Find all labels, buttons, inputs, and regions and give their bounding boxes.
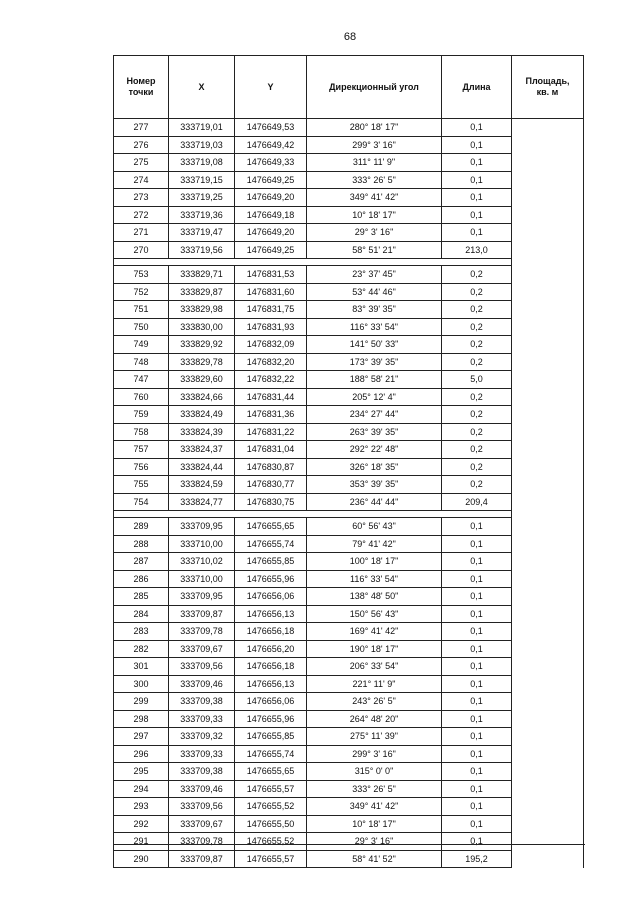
bearing-cell: 53° 44' 46" bbox=[307, 283, 442, 301]
bearing-cell: 353° 39' 35" bbox=[307, 476, 442, 494]
length-cell: 0,1 bbox=[442, 189, 512, 207]
x-cell: 333829,71 bbox=[169, 266, 235, 284]
x-cell: 333719,15 bbox=[169, 171, 235, 189]
x-cell: 333709,38 bbox=[169, 763, 235, 781]
point-number-cell: 298 bbox=[114, 710, 169, 728]
point-number-cell: 274 bbox=[114, 171, 169, 189]
bearing-cell: 10° 18' 17" bbox=[307, 815, 442, 833]
y-cell: 1476832,20 bbox=[235, 353, 307, 371]
point-number-cell: 750 bbox=[114, 318, 169, 336]
point-number-cell: 270 bbox=[114, 241, 169, 259]
x-cell: 333709,46 bbox=[169, 780, 235, 798]
length-cell: 0,1 bbox=[442, 623, 512, 641]
y-cell: 1476655,52 bbox=[235, 798, 307, 816]
y-cell: 1476831,04 bbox=[235, 441, 307, 459]
page-number: 68 bbox=[343, 31, 357, 43]
length-cell: 0,1 bbox=[442, 570, 512, 588]
x-cell: 333824,39 bbox=[169, 423, 235, 441]
bearing-cell: 10° 18' 17" bbox=[307, 206, 442, 224]
length-cell: 0,1 bbox=[442, 171, 512, 189]
bearing-cell: 205° 12' 4" bbox=[307, 388, 442, 406]
y-cell: 1476655,96 bbox=[235, 570, 307, 588]
length-cell: 0,1 bbox=[442, 136, 512, 154]
x-cell: 333709,78 bbox=[169, 833, 235, 851]
point-number-cell: 299 bbox=[114, 693, 169, 711]
bearing-cell: 311° 11' 9" bbox=[307, 154, 442, 172]
length-cell: 0,1 bbox=[442, 815, 512, 833]
x-cell: 333824,37 bbox=[169, 441, 235, 459]
length-cell: 0,2 bbox=[442, 283, 512, 301]
x-cell: 333709,56 bbox=[169, 658, 235, 676]
length-cell: 0,1 bbox=[442, 833, 512, 851]
point-number-cell: 287 bbox=[114, 553, 169, 571]
bearing-cell: 169° 41' 42" bbox=[307, 623, 442, 641]
x-cell: 333824,59 bbox=[169, 476, 235, 494]
bearing-cell: 264° 48' 20" bbox=[307, 710, 442, 728]
x-cell: 333709,87 bbox=[169, 605, 235, 623]
length-cell: 0,1 bbox=[442, 780, 512, 798]
point-number-cell: 301 bbox=[114, 658, 169, 676]
point-number-cell: 295 bbox=[114, 763, 169, 781]
table-body bbox=[114, 119, 584, 868]
bearing-cell: 236° 44' 44" bbox=[307, 493, 442, 511]
y-cell: 1476655,85 bbox=[235, 728, 307, 746]
length-cell: 0,1 bbox=[442, 728, 512, 746]
x-cell: 333829,92 bbox=[169, 336, 235, 354]
y-cell: 1476656,06 bbox=[235, 693, 307, 711]
y-cell: 1476831,93 bbox=[235, 318, 307, 336]
y-cell: 1476656,18 bbox=[235, 658, 307, 676]
bearing-cell: 29° 3' 16" bbox=[307, 224, 442, 242]
x-cell: 333709,87 bbox=[169, 850, 235, 868]
point-number-cell: 294 bbox=[114, 780, 169, 798]
y-cell: 1476655,57 bbox=[235, 850, 307, 868]
bearing-cell: 333° 26' 5" bbox=[307, 171, 442, 189]
bearing-cell: 23° 37' 45" bbox=[307, 266, 442, 284]
bearing-cell: 263° 39' 35" bbox=[307, 423, 442, 441]
bearing-cell: 275° 11' 39" bbox=[307, 728, 442, 746]
point-number-cell: 300 bbox=[114, 675, 169, 693]
point-number-cell: 285 bbox=[114, 588, 169, 606]
length-cell: 0,1 bbox=[442, 154, 512, 172]
y-cell: 1476649,25 bbox=[235, 241, 307, 259]
x-cell: 333719,03 bbox=[169, 136, 235, 154]
point-number-cell: 286 bbox=[114, 570, 169, 588]
point-number-cell: 749 bbox=[114, 336, 169, 354]
length-cell: 0,1 bbox=[442, 658, 512, 676]
y-cell: 1476655,74 bbox=[235, 535, 307, 553]
bearing-cell: 29° 3' 16" bbox=[307, 833, 442, 851]
y-cell: 1476832,09 bbox=[235, 336, 307, 354]
bearing-cell: 280° 18' 17" bbox=[307, 119, 442, 137]
length-cell: 5,0 bbox=[442, 371, 512, 389]
x-cell: 333709,67 bbox=[169, 640, 235, 658]
point-number-cell: 277 bbox=[114, 119, 169, 137]
length-cell: 0,1 bbox=[442, 119, 512, 137]
point-number-cell: 757 bbox=[114, 441, 169, 459]
length-cell: 0,1 bbox=[442, 535, 512, 553]
bearing-cell: 150° 56' 43" bbox=[307, 605, 442, 623]
bearing-cell: 60° 56' 43" bbox=[307, 518, 442, 536]
bearing-cell: 299° 3' 16" bbox=[307, 745, 442, 763]
point-number-cell: 271 bbox=[114, 224, 169, 242]
length-cell: 209,4 bbox=[442, 493, 512, 511]
x-cell: 333824,44 bbox=[169, 458, 235, 476]
length-cell: 0,2 bbox=[442, 423, 512, 441]
y-cell: 1476831,53 bbox=[235, 266, 307, 284]
point-number-cell: 276 bbox=[114, 136, 169, 154]
x-cell: 333709,33 bbox=[169, 710, 235, 728]
x-cell: 333710,02 bbox=[169, 553, 235, 571]
point-number-cell: 748 bbox=[114, 353, 169, 371]
x-cell: 333829,78 bbox=[169, 353, 235, 371]
bearing-cell: 221° 11' 9" bbox=[307, 675, 442, 693]
x-cell: 333719,25 bbox=[169, 189, 235, 207]
x-cell: 333710,00 bbox=[169, 535, 235, 553]
bearing-cell: 349° 41' 42" bbox=[307, 189, 442, 207]
area-cell bbox=[512, 119, 584, 868]
point-number-cell: 759 bbox=[114, 406, 169, 424]
length-cell: 195,2 bbox=[442, 850, 512, 868]
x-cell: 333719,47 bbox=[169, 224, 235, 242]
bearing-cell: 206° 33' 54" bbox=[307, 658, 442, 676]
x-cell: 333719,56 bbox=[169, 241, 235, 259]
bearing-cell: 292° 22' 48" bbox=[307, 441, 442, 459]
x-cell: 333829,98 bbox=[169, 301, 235, 319]
length-cell: 0,2 bbox=[442, 266, 512, 284]
bearing-cell: 299° 3' 16" bbox=[307, 136, 442, 154]
x-cell: 333709,46 bbox=[169, 675, 235, 693]
length-cell: 0,2 bbox=[442, 476, 512, 494]
bearing-cell: 188° 58' 21" bbox=[307, 371, 442, 389]
point-number-cell: 755 bbox=[114, 476, 169, 494]
length-cell: 0,1 bbox=[442, 588, 512, 606]
length-cell: 0,1 bbox=[442, 693, 512, 711]
length-cell: 0,1 bbox=[442, 640, 512, 658]
bearing-cell: 190° 18' 17" bbox=[307, 640, 442, 658]
y-cell: 1476830,87 bbox=[235, 458, 307, 476]
x-cell: 333709,38 bbox=[169, 693, 235, 711]
group-separator bbox=[114, 259, 512, 266]
table-header-row bbox=[114, 56, 584, 119]
bearing-cell: 79° 41' 42" bbox=[307, 535, 442, 553]
point-number-cell: 747 bbox=[114, 371, 169, 389]
y-cell: 1476649,42 bbox=[235, 136, 307, 154]
header-length: Длина bbox=[442, 56, 512, 119]
point-number-cell: 292 bbox=[114, 815, 169, 833]
bearing-cell: 243° 26' 5" bbox=[307, 693, 442, 711]
y-cell: 1476655,50 bbox=[235, 815, 307, 833]
y-cell: 1476649,33 bbox=[235, 154, 307, 172]
x-cell: 333709,95 bbox=[169, 588, 235, 606]
bearing-cell: 234° 27' 44" bbox=[307, 406, 442, 424]
y-cell: 1476656,18 bbox=[235, 623, 307, 641]
length-cell: 0,2 bbox=[442, 301, 512, 319]
length-cell: 0,1 bbox=[442, 798, 512, 816]
x-cell: 333824,49 bbox=[169, 406, 235, 424]
y-cell: 1476831,75 bbox=[235, 301, 307, 319]
point-number-cell: 289 bbox=[114, 518, 169, 536]
point-number-cell: 272 bbox=[114, 206, 169, 224]
y-cell: 1476656,13 bbox=[235, 675, 307, 693]
header-area: Площадь, кв. м bbox=[512, 56, 584, 119]
y-cell: 1476649,18 bbox=[235, 206, 307, 224]
length-cell: 0,2 bbox=[442, 353, 512, 371]
point-number-cell: 273 bbox=[114, 189, 169, 207]
header-point-number: Номер точки bbox=[114, 56, 169, 119]
length-cell: 0,1 bbox=[442, 675, 512, 693]
point-number-cell: 288 bbox=[114, 535, 169, 553]
x-cell: 333709,78 bbox=[169, 623, 235, 641]
point-number-cell: 753 bbox=[114, 266, 169, 284]
header-bearing: Дирекционный угол bbox=[307, 56, 442, 119]
point-number-cell: 284 bbox=[114, 605, 169, 623]
bearing-cell: 315° 0' 0" bbox=[307, 763, 442, 781]
x-cell: 333824,66 bbox=[169, 388, 235, 406]
point-number-cell: 760 bbox=[114, 388, 169, 406]
x-cell: 333709,67 bbox=[169, 815, 235, 833]
bearing-cell: 173° 39' 35" bbox=[307, 353, 442, 371]
length-cell: 0,1 bbox=[442, 206, 512, 224]
y-cell: 1476656,06 bbox=[235, 588, 307, 606]
length-cell: 0,1 bbox=[442, 605, 512, 623]
point-number-cell: 282 bbox=[114, 640, 169, 658]
x-cell: 333709,56 bbox=[169, 798, 235, 816]
y-cell: 1476655,85 bbox=[235, 553, 307, 571]
point-number-cell: 296 bbox=[114, 745, 169, 763]
length-cell: 0,2 bbox=[442, 406, 512, 424]
coordinates-table bbox=[113, 55, 584, 868]
bearing-cell: 138° 48' 50" bbox=[307, 588, 442, 606]
y-cell: 1476655,96 bbox=[235, 710, 307, 728]
length-cell: 0,1 bbox=[442, 553, 512, 571]
y-cell: 1476655,74 bbox=[235, 745, 307, 763]
y-cell: 1476831,60 bbox=[235, 283, 307, 301]
x-cell: 333830,00 bbox=[169, 318, 235, 336]
y-cell: 1476655,57 bbox=[235, 780, 307, 798]
length-cell: 0,1 bbox=[442, 710, 512, 728]
bearing-cell: 100° 18' 17" bbox=[307, 553, 442, 571]
length-cell: 0,1 bbox=[442, 224, 512, 242]
x-cell: 333829,87 bbox=[169, 283, 235, 301]
bearing-cell: 333° 26' 5" bbox=[307, 780, 442, 798]
group-separator bbox=[114, 511, 512, 518]
table-bottom-rule bbox=[113, 844, 585, 845]
y-cell: 1476649,20 bbox=[235, 189, 307, 207]
y-cell: 1476831,22 bbox=[235, 423, 307, 441]
y-cell: 1476656,20 bbox=[235, 640, 307, 658]
length-cell: 0,1 bbox=[442, 763, 512, 781]
point-number-cell: 758 bbox=[114, 423, 169, 441]
y-cell: 1476655,52 bbox=[235, 833, 307, 851]
point-number-cell: 291 bbox=[114, 833, 169, 851]
table-row bbox=[114, 119, 584, 137]
point-number-cell: 752 bbox=[114, 283, 169, 301]
y-cell: 1476830,77 bbox=[235, 476, 307, 494]
y-cell: 1476649,20 bbox=[235, 224, 307, 242]
bearing-cell: 116° 33' 54" bbox=[307, 318, 442, 336]
point-number-cell: 290 bbox=[114, 850, 169, 868]
x-cell: 333719,01 bbox=[169, 119, 235, 137]
y-cell: 1476831,44 bbox=[235, 388, 307, 406]
y-cell: 1476656,13 bbox=[235, 605, 307, 623]
y-cell: 1476832,22 bbox=[235, 371, 307, 389]
point-number-cell: 756 bbox=[114, 458, 169, 476]
length-cell: 0,2 bbox=[442, 458, 512, 476]
length-cell: 213,0 bbox=[442, 241, 512, 259]
x-cell: 333710,00 bbox=[169, 570, 235, 588]
y-cell: 1476831,36 bbox=[235, 406, 307, 424]
point-number-cell: 275 bbox=[114, 154, 169, 172]
header-x: X bbox=[169, 56, 235, 119]
x-cell: 333709,32 bbox=[169, 728, 235, 746]
point-number-cell: 751 bbox=[114, 301, 169, 319]
length-cell: 0,2 bbox=[442, 441, 512, 459]
x-cell: 333709,95 bbox=[169, 518, 235, 536]
bearing-cell: 326° 18' 35" bbox=[307, 458, 442, 476]
point-number-cell: 297 bbox=[114, 728, 169, 746]
length-cell: 0,1 bbox=[442, 745, 512, 763]
y-cell: 1476655,65 bbox=[235, 518, 307, 536]
length-cell: 0,1 bbox=[442, 518, 512, 536]
y-cell: 1476649,25 bbox=[235, 171, 307, 189]
y-cell: 1476830,75 bbox=[235, 493, 307, 511]
length-cell: 0,2 bbox=[442, 388, 512, 406]
bearing-cell: 58° 51' 21" bbox=[307, 241, 442, 259]
bearing-cell: 116° 33' 54" bbox=[307, 570, 442, 588]
bearing-cell: 349° 41' 42" bbox=[307, 798, 442, 816]
point-number-cell: 293 bbox=[114, 798, 169, 816]
bearing-cell: 58° 41' 52" bbox=[307, 850, 442, 868]
x-cell: 333709,33 bbox=[169, 745, 235, 763]
y-cell: 1476655,65 bbox=[235, 763, 307, 781]
length-cell: 0,2 bbox=[442, 318, 512, 336]
length-cell: 0,2 bbox=[442, 336, 512, 354]
point-number-cell: 283 bbox=[114, 623, 169, 641]
x-cell: 333719,08 bbox=[169, 154, 235, 172]
bearing-cell: 83° 39' 35" bbox=[307, 301, 442, 319]
header-y: Y bbox=[235, 56, 307, 119]
point-number-cell: 754 bbox=[114, 493, 169, 511]
x-cell: 333829,60 bbox=[169, 371, 235, 389]
y-cell: 1476649,53 bbox=[235, 119, 307, 137]
x-cell: 333719,36 bbox=[169, 206, 235, 224]
x-cell: 333824,77 bbox=[169, 493, 235, 511]
bearing-cell: 141° 50' 33" bbox=[307, 336, 442, 354]
